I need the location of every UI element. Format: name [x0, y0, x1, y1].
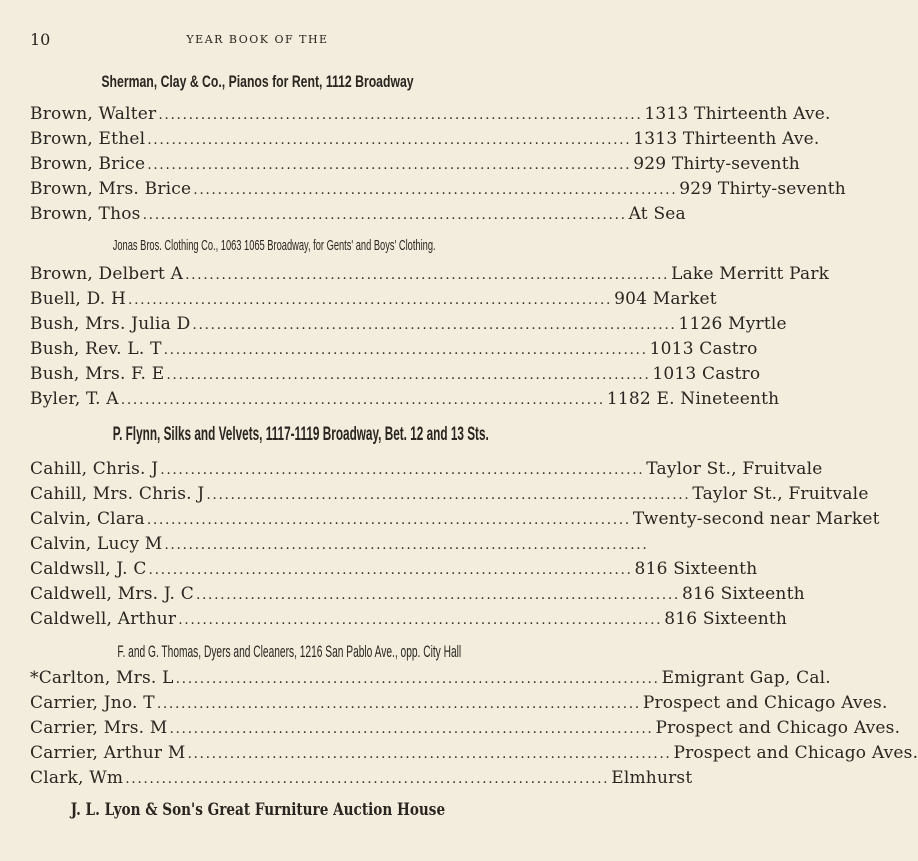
leader-dots: ................................................................................: [147, 132, 632, 148]
entry-name: Bush, Mrs. F. E: [30, 364, 165, 384]
directory-entry: [30, 768, 693, 792]
leader-dots: ................................................................................: [195, 587, 680, 603]
entry-address: 1013 Castro: [652, 364, 761, 384]
leader-dots: ................................................................................: [187, 746, 672, 762]
entry-name: Calvin, Lucy M: [30, 534, 163, 554]
entry-name: Bush, Rev. L. T: [30, 339, 162, 359]
ad-jl-lyon: J. L. Lyon & Son's Great Furniture Auction House: [70, 800, 446, 820]
entry-name: Clark, Wm: [30, 768, 124, 788]
entry-address: Emigrant Gap, Cal.: [661, 668, 831, 688]
leader-dots: ................................................................................: [193, 182, 678, 198]
entry-name: Cahill, Chris. J: [30, 459, 159, 479]
leader-dots: ................................................................................: [178, 612, 663, 628]
entry-address: 816 Sixteenth: [664, 609, 788, 629]
entry-address: Prospect and Chicago Aves.: [655, 718, 901, 738]
directory-entry: [30, 484, 869, 508]
leader-dots: ................................................................................: [156, 696, 641, 712]
leader-dots: ................................................................................: [146, 512, 631, 528]
leader-dots: ................................................................................: [120, 392, 605, 408]
entry-address: 904 Market: [614, 289, 717, 309]
entry-address: Twenty-second near Market: [632, 509, 880, 529]
directory-entry: [30, 718, 901, 742]
entry-name: Brown, Thos: [30, 204, 141, 224]
entry-address: 816 Sixteenth: [634, 559, 758, 579]
entry-name: Brown, Mrs. Brice: [30, 179, 192, 199]
directory-entry: [30, 534, 649, 558]
leader-dots: ................................................................................: [166, 367, 651, 383]
entry-address: Lake Merritt Park: [671, 264, 830, 284]
entry-name: Brown, Walter: [30, 104, 157, 124]
running-title: YEAR BOOK OF THE: [186, 33, 329, 46]
directory-entry: [30, 693, 888, 717]
leader-dots: ................................................................................: [128, 292, 613, 308]
leader-dots: ................................................................................: [160, 462, 645, 478]
entry-name: Carrier, Mrs. M: [30, 718, 168, 738]
entry-name: Caldwell, Mrs. J. C: [30, 584, 194, 604]
directory-entry: [30, 364, 761, 388]
entry-address: 1313 Thirteenth Ave.: [633, 129, 820, 149]
leader-dots: ................................................................................: [163, 342, 648, 358]
entry-address: Taylor St., Fruitvale: [692, 484, 869, 504]
ad-p-flynn: P. Flynn, Silks and Velvets, 1117-1119 Broadway, Bet. 12 and 13 Sts.: [112, 424, 489, 445]
entry-address: 929 Thirty-seventh: [679, 179, 846, 199]
entry-name: Caldwell, Arthur: [30, 609, 177, 629]
entry-name: Cahill, Mrs. Chris. J: [30, 484, 205, 504]
entry-address: Prospect and Chicago Aves.: [673, 743, 918, 763]
leader-dots: ................................................................................: [142, 207, 627, 223]
directory-entry: [30, 339, 758, 363]
ad-jonas-bros: Jonas Bros. Clothing Co., 1063 1065 Broadway, for Gents' and Boys' Clothing.: [112, 237, 436, 254]
leader-dots: ................................................................................: [206, 487, 691, 503]
entry-name: *Carlton, Mrs. L: [30, 668, 174, 688]
entry-name: Calvin, Clara: [30, 509, 145, 529]
leader-dots: ................................................................................: [169, 721, 654, 737]
directory-entry: [30, 314, 787, 338]
leader-dots: ................................................................................: [192, 317, 677, 333]
directory-entry: [30, 459, 823, 483]
leader-dots: ................................................................................: [148, 562, 633, 578]
directory-entry: [30, 609, 788, 633]
directory-entry: [30, 179, 846, 203]
leader-dots: ................................................................................: [147, 157, 632, 173]
directory-entry: [30, 129, 820, 153]
entry-address: 1182 E. Nineteenth: [606, 389, 780, 409]
directory-entry: [30, 509, 880, 533]
directory-entry: [30, 154, 800, 178]
directory-entry: [30, 264, 830, 288]
directory-entry: [30, 104, 831, 128]
directory-entry: [30, 584, 805, 608]
entry-address: 1126 Myrtle: [678, 314, 787, 334]
leader-dots: ................................................................................: [185, 267, 670, 283]
entry-address: At Sea: [628, 204, 686, 224]
entry-address: Prospect and Chicago Aves.: [642, 693, 888, 713]
leader-dots: ................................................................................: [164, 537, 649, 553]
directory-entry: [30, 559, 758, 583]
entry-name: Carrier, Arthur M: [30, 743, 186, 763]
leader-dots: ................................................................................: [158, 107, 643, 123]
directory-entry: [30, 743, 918, 767]
directory-entry: [30, 204, 686, 228]
entry-address: 929 Thirty-seventh: [633, 154, 800, 174]
leader-dots: ................................................................................: [175, 671, 660, 687]
page-header: [30, 30, 485, 50]
entry-name: Buell, D. H: [30, 289, 127, 309]
directory-entry: [30, 668, 831, 692]
ad-sherman-clay: Sherman, Clay & Co., Pianos for Rent, 1112 Broadway: [101, 72, 414, 91]
page-number: 10: [30, 30, 51, 49]
entry-name: Brown, Brice: [30, 154, 146, 174]
directory-entry: [30, 289, 717, 313]
entry-name: Caldwsll, J. C: [30, 559, 147, 579]
entry-address: 1313 Thirteenth Ave.: [644, 104, 831, 124]
entry-address: 816 Sixteenth: [681, 584, 805, 604]
entry-address: Elmhurst: [611, 768, 693, 788]
leader-dots: ................................................................................: [125, 771, 610, 787]
entry-name: Carrier, Jno. T: [30, 693, 155, 713]
ad-thomas-dyers: F. and G. Thomas, Dyers and Cleaners, 1216 San Pablo Ave., opp. City Hall: [117, 642, 462, 661]
entry-name: Brown, Ethel: [30, 129, 146, 149]
entry-address: Taylor St., Fruitvale: [646, 459, 823, 479]
entry-name: Brown, Delbert A: [30, 264, 184, 284]
entry-address: 1013 Castro: [649, 339, 758, 359]
entry-name: Byler, T. A: [30, 389, 119, 409]
entry-name: Bush, Mrs. Julia D: [30, 314, 191, 334]
directory-entry: [30, 389, 780, 413]
